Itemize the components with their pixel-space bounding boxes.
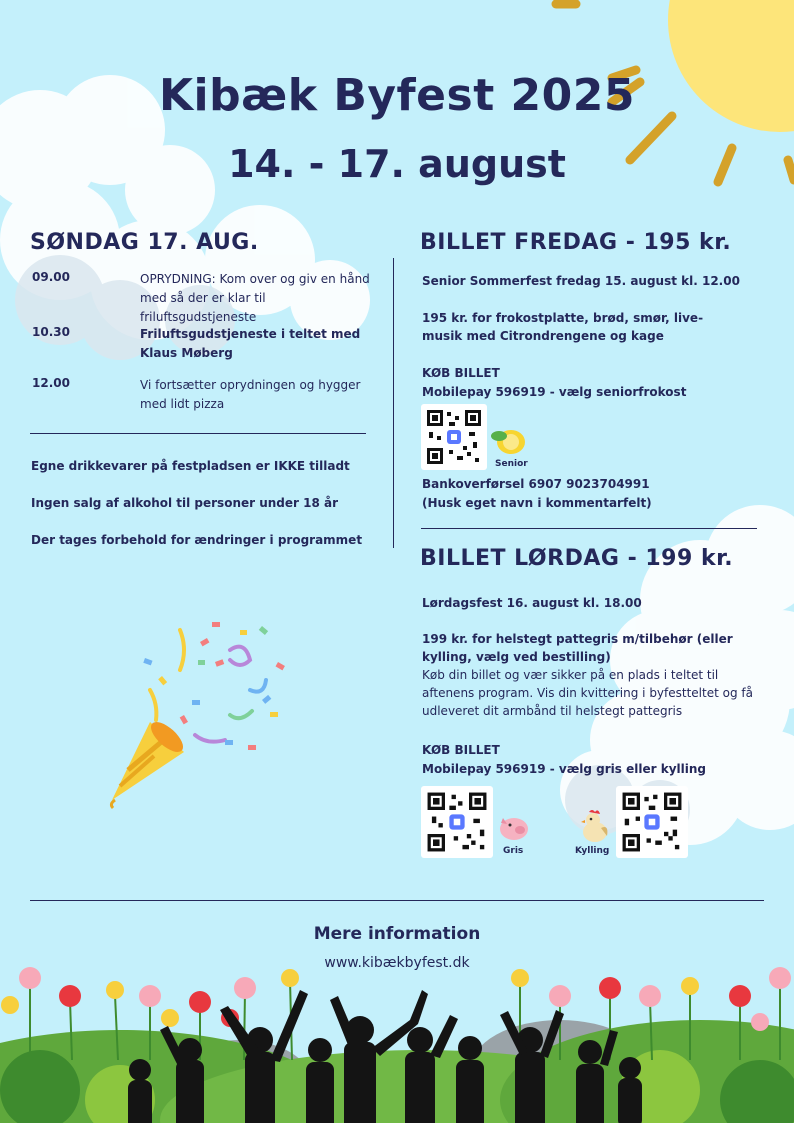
- event-dates: 14. - 17. august: [228, 142, 566, 186]
- schedule-time: 12.00: [32, 376, 70, 390]
- lemon-icon: [489, 424, 529, 456]
- saturday-mobilepay: Mobilepay 596919 - vælg gris eller kylling: [422, 762, 706, 776]
- qr-label-gris: Gris: [503, 846, 524, 856]
- qr-code-senior[interactable]: [421, 404, 487, 470]
- qr-code-kylling[interactable]: [616, 786, 688, 858]
- notice-text: Der tages forbehold for ændringer i programmet: [31, 533, 363, 547]
- column-divider: [393, 258, 394, 548]
- saturday-event: Lørdagsfest 16. august kl. 18.00: [422, 596, 642, 610]
- friday-buy-heading: KØB BILLET: [422, 366, 500, 380]
- notice-text: Ingen salg af alkohol til personer under 18 år: [31, 496, 339, 510]
- qr-code-gris[interactable]: [421, 786, 493, 858]
- footer-title: Mere information: [313, 924, 481, 944]
- friday-mobilepay: Mobilepay 596919 - vælg seniorfrokost: [422, 385, 687, 399]
- qr-label-kylling: Kylling: [575, 846, 610, 856]
- schedule-text: Friluftsgudstjeneste i teltet med Klaus Møberg: [140, 327, 361, 360]
- divider: [30, 433, 366, 434]
- sunday-heading: SØNDAG 17. AUG.: [30, 230, 259, 255]
- friday-bank: Bankoverførsel 6907 9023704991: [422, 477, 650, 491]
- schedule-text: Vi fortsætter oprydningen og hygger med lidt pizza: [140, 378, 361, 411]
- friday-event: Senior Sommerfest fredag 15. august kl. 12.00: [422, 274, 740, 288]
- schedule-time: 09.00: [32, 270, 70, 284]
- saturday-heading: BILLET LØRDAG - 199 kr.: [420, 546, 734, 571]
- schedule-text: OPRYDNING: Kom over og giv en hånd med så der er klar til friluftsgudstjeneste: [140, 272, 370, 324]
- chicken-icon: [579, 806, 611, 846]
- saturday-description: Køb din billet og vær sikker på en plads i teltet til aftenens program. Vis din kvittering i byfestteltet og få udleveret dit armbånd til helstegt pattegris: [422, 668, 753, 718]
- qr-label-senior: Senior: [495, 459, 528, 469]
- friday-heading: BILLET FREDAG - 195 kr.: [420, 230, 732, 255]
- saturday-description-bold: 199 kr. for helstegt pattegris m/tilbehør (eller kylling, vælg ved bestilling): [422, 632, 733, 664]
- divider: [30, 900, 764, 901]
- divider: [421, 528, 757, 529]
- friday-description: 195 kr. for frokostplatte, brød, smør, live-musik med Citrondrengene og kage: [422, 311, 704, 343]
- friday-bank-note: (Husk eget navn i kommentarfelt): [422, 496, 652, 510]
- notice-text: Egne drikkevarer på festpladsen er IKKE tilladt: [31, 459, 350, 473]
- schedule-time: 10.30: [32, 325, 70, 339]
- bottom-scene: [0, 967, 794, 1123]
- party-popper-icon: [111, 622, 285, 808]
- saturday-buy-heading: KØB BILLET: [422, 743, 500, 757]
- pig-icon: [497, 812, 531, 842]
- page-title: Kibæk Byfest 2025: [158, 70, 636, 121]
- website-link[interactable]: www.kibækbyfest.dk: [324, 955, 470, 971]
